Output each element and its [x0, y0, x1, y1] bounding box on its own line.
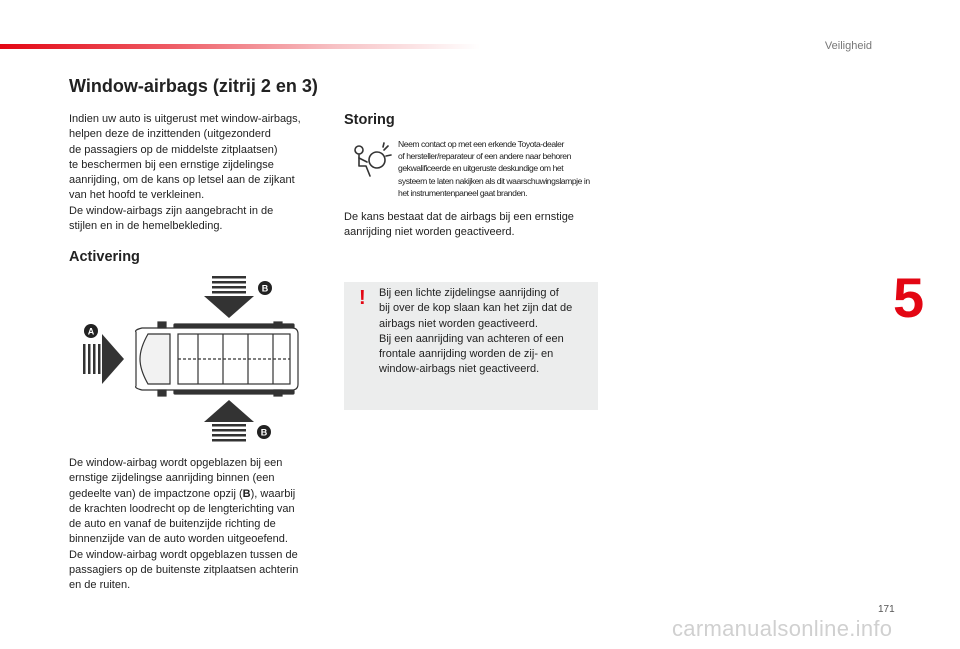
- car-top-view: [136, 322, 298, 396]
- exclamation-icon: !: [359, 287, 366, 309]
- impact-arrow-left: [83, 334, 124, 384]
- intro-line: de passagiers op de middelste zitplaatsen): [69, 143, 278, 156]
- deploy-line: passagiers op de buitenste zitplaatsen achterin: [69, 564, 299, 577]
- section-label: Veiligheid: [824, 40, 872, 52]
- intro-line: helpen deze de inzittenden (uitgezonderd: [69, 128, 271, 141]
- intro-paragraph: [69, 112, 331, 234]
- deploy-line: de krachten loodrecht op de lengterichting van: [69, 502, 295, 515]
- deploy-paragraph: [69, 456, 331, 594]
- deploy-line-post: ), waarbij: [250, 487, 296, 500]
- deploy-line: de auto en vanaf de buitenzijde richting de: [69, 518, 276, 531]
- note-line: gekwalificeerde en uitgeruste deskundige om het: [398, 163, 564, 174]
- toyota-dealer-note: [398, 138, 603, 199]
- storing-line: De kans bestaat dat de airbags bij een ernstige: [344, 211, 574, 223]
- deploy-line: binnenzijde van de auto worden uitgeoefend.: [69, 533, 288, 546]
- watermark: carmanualsonline.info: [672, 616, 893, 641]
- impact-arrow-bottom: [204, 400, 254, 442]
- intro-line: stijlen en in de hemelbekleding.: [69, 220, 223, 233]
- deploy-line: ernstige zijdelingse aanrijding binnen (een: [69, 472, 275, 485]
- deploy-line-pre: gedeelte van) de impactzone opzij (: [69, 487, 243, 500]
- deploy-line: De window-airbag wordt opgeblazen tussen de: [69, 548, 298, 561]
- note-line: systeem te laten nakijken als dit waarschuwingslampje in: [398, 175, 590, 186]
- zone-label-b: B: [242, 487, 251, 500]
- intro-line: van het hoofd te verkleinen.: [69, 189, 205, 202]
- impact-arrow-top: [204, 276, 254, 318]
- side-impact-illustration: [78, 272, 304, 448]
- chapter-number: 5: [893, 266, 925, 329]
- label-b-bottom: B: [260, 427, 268, 438]
- page-title: Window-airbags (zitrij 2 en 3): [69, 76, 318, 96]
- notice-line: Bij een lichte zijdelingse aanrijding of: [379, 287, 559, 299]
- storing-paragraph: [344, 210, 606, 241]
- activering-heading: Activering: [69, 249, 140, 265]
- storing-line: aanrijding niet worden geactiveerd.: [344, 226, 515, 239]
- notice-line: airbags niet worden geactiveerd.: [379, 317, 538, 330]
- note-line: Neem contact op met een erkende Toyota-dealer: [398, 139, 564, 149]
- note-line: het instrumentenpaneel gaat branden.: [398, 187, 528, 198]
- notice-line: window-airbags niet geactiveerd.: [379, 363, 540, 376]
- airbag-warning-icon: [350, 142, 392, 182]
- label-b-top: B: [261, 283, 269, 294]
- page-number: 171: [878, 604, 895, 615]
- notice-line: bij over de kop slaan kan het zijn dat de: [379, 302, 573, 315]
- intro-line: aanrijding, om de kans op letsel aan de zijkant: [69, 174, 295, 187]
- intro-line: De window-airbags zijn aangebracht in de: [69, 204, 274, 217]
- warning-notice-box: [344, 282, 598, 410]
- label-a: A: [87, 326, 95, 337]
- intro-line: te beschermen bij een ernstige zijdelingse: [69, 158, 274, 171]
- deploy-line: en de ruiten.: [69, 579, 131, 592]
- storing-heading: Storing: [344, 112, 395, 128]
- notice-line: Bij een aanrijding van achteren of een: [379, 332, 564, 345]
- deploy-line: De window-airbag wordt opgeblazen bij een: [69, 457, 283, 469]
- note-line: of hersteller/reparateur of een andere naar behoren: [398, 151, 571, 162]
- intro-line: Indien uw auto is uitgerust met window-airbags,: [69, 113, 301, 125]
- notice-text: [379, 286, 594, 378]
- notice-line: frontale aanrijding worden de zij- en: [379, 348, 554, 361]
- header-accent-bar: [0, 44, 480, 49]
